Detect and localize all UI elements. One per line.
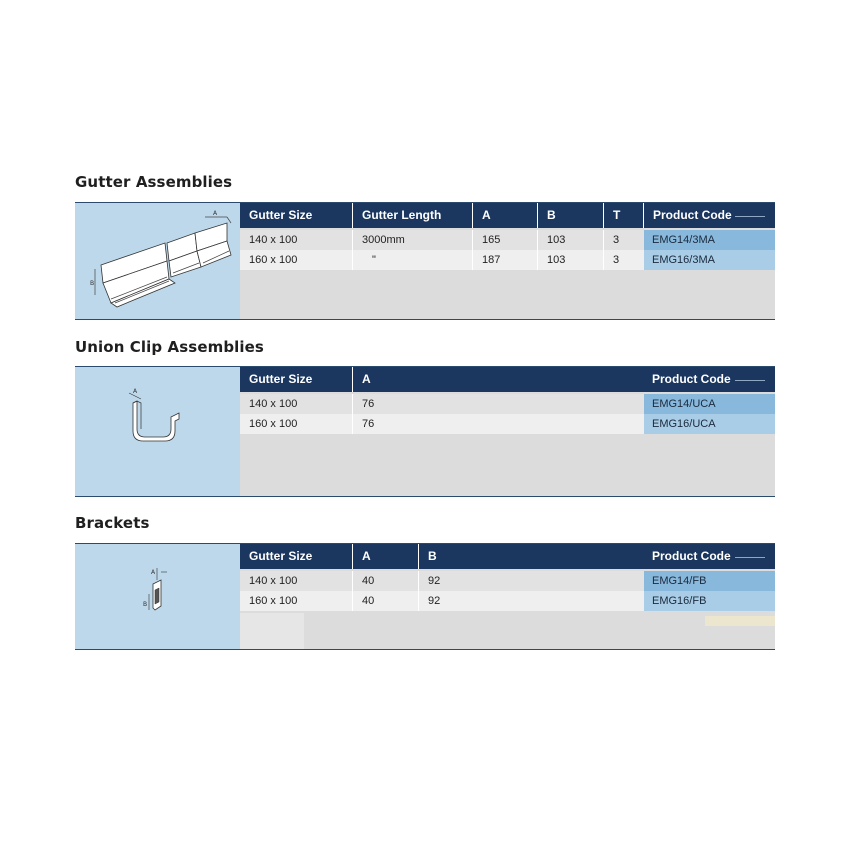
header-a: A — [362, 372, 371, 386]
image-label-b: B — [90, 280, 95, 287]
cell-gutter-length: " — [372, 254, 376, 266]
header-gutter-length: Gutter Length — [362, 208, 442, 222]
union-clip-assemblies-table — [240, 367, 775, 496]
table-row — [240, 250, 775, 270]
gutter-icon — [75, 203, 240, 319]
table-row — [240, 414, 775, 434]
cell-gutter-size: 140 x 100 — [249, 398, 298, 410]
cell-product-code: EMG16/3MA — [644, 250, 775, 270]
table-header — [240, 367, 775, 392]
union-clip-assemblies-panel — [75, 366, 775, 497]
cell-b: 92 — [428, 575, 441, 587]
cell-a: 165 — [482, 234, 501, 246]
cell-b: 103 — [547, 254, 566, 266]
cell-a: 76 — [362, 398, 375, 410]
brackets-table — [240, 544, 775, 649]
image-label-a: A — [213, 210, 218, 217]
bracket-icon — [75, 544, 240, 649]
cell-product-code: EMG14/UCA — [644, 394, 775, 414]
section-title-union-clip-assemblies: Union Clip Assemblies — [75, 338, 264, 356]
cell-gutter-size: 160 x 100 — [249, 595, 298, 607]
table-row — [240, 571, 775, 591]
header-product-code: Product Code — [652, 549, 731, 563]
table-row — [240, 591, 775, 611]
table-header — [240, 544, 775, 569]
cell-b: 92 — [428, 595, 441, 607]
gutter-assemblies-panel — [75, 202, 775, 320]
cell-b: 103 — [547, 234, 566, 246]
header-gutter-size: Gutter Size — [249, 372, 313, 386]
cell-gutter-size: 140 x 100 — [249, 575, 298, 587]
union-clip-illustration — [75, 367, 240, 496]
filler-block — [240, 613, 304, 649]
header-a: A — [362, 549, 371, 563]
bracket-illustration — [75, 544, 240, 649]
header-b: B — [547, 208, 556, 222]
gutter-assemblies-table — [240, 203, 775, 319]
section-title-gutter-assemblies: Gutter Assemblies — [75, 173, 233, 191]
cell-gutter-size: 160 x 100 — [249, 254, 298, 266]
cell-product-code: EMG16/FB — [644, 591, 775, 611]
cell-gutter-size: 160 x 100 — [249, 418, 298, 430]
section-title-brackets: Brackets — [75, 514, 150, 532]
cell-t: 3 — [613, 254, 620, 266]
table-row — [240, 394, 775, 414]
header-gutter-size: Gutter Size — [249, 208, 313, 222]
cell-gutter-size: 140 x 100 — [249, 234, 298, 246]
cell-a: 187 — [482, 254, 501, 266]
image-label-b: B — [143, 601, 148, 608]
header-product-code: Product Code — [652, 372, 731, 386]
filler-strip — [705, 616, 775, 626]
header-gutter-size: Gutter Size — [249, 549, 313, 563]
union-clip-icon — [75, 367, 240, 496]
cell-a: 40 — [362, 575, 375, 587]
cell-product-code: EMG14/FB — [644, 571, 775, 591]
cell-a: 76 — [362, 418, 375, 430]
header-b: B — [428, 549, 437, 563]
cell-product-code: EMG14/3MA — [644, 230, 775, 250]
gutter-assembly-illustration — [75, 203, 240, 319]
header-a: A — [482, 208, 491, 222]
header-product-code: Product Code — [653, 208, 732, 222]
cell-gutter-length: 3000mm — [362, 234, 405, 246]
cell-product-code: EMG16/UCA — [644, 414, 775, 434]
table-header — [240, 203, 775, 228]
image-label-a: A — [133, 388, 138, 395]
image-label-a: A — [151, 569, 156, 576]
header-t: T — [613, 208, 621, 222]
cell-t: 3 — [613, 234, 620, 246]
table-row — [240, 230, 775, 250]
cell-a: 40 — [362, 595, 375, 607]
brackets-panel — [75, 543, 775, 650]
